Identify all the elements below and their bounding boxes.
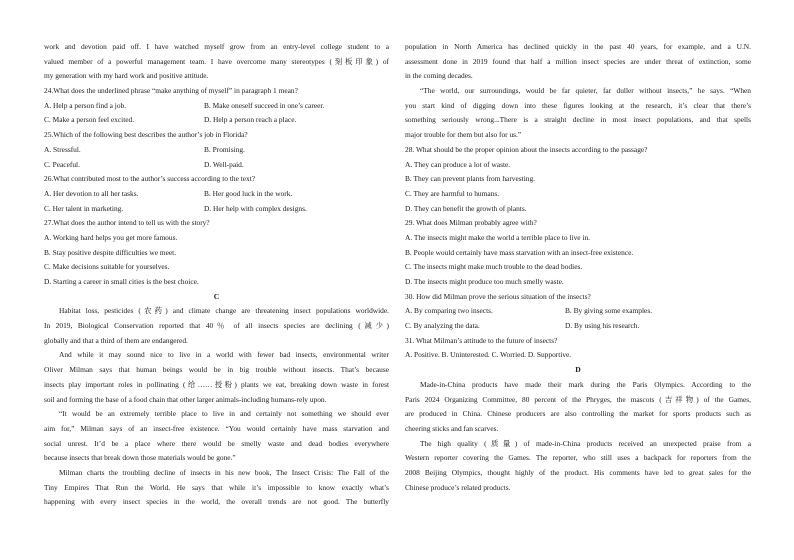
question-31: 31. What Milman’s attitude to the future of insects? <box>405 335 558 345</box>
passage-line: you start kind of digging down into these figures looking at the research, it’s clear that there’s <box>405 100 751 110</box>
question-28: 28. What should be the proper opinion about the insects according to the passage? <box>405 144 648 154</box>
option-a: A. Her devotion to all her tasks. <box>44 188 139 198</box>
option-c: C. The insects might make much trouble to the dead bodies. <box>405 262 583 272</box>
option-row <box>44 187 389 202</box>
section-heading-d: D <box>575 365 581 375</box>
passage-line: happening with every insect species in the world, the overall trends are not good. The butterfly <box>44 497 389 507</box>
option-c: C. Make decisions suitable for yourselves. <box>44 262 170 272</box>
option-row <box>44 113 389 128</box>
left-column <box>44 40 389 510</box>
option-a: A. The insects might make the world a terrible place to live in. <box>405 232 590 242</box>
option-row <box>405 319 751 334</box>
passage-line: because insects that break down those materials would be gone.” <box>44 453 236 463</box>
passage-line: in the coming decades. <box>405 71 473 81</box>
option-pair-second: D. Her help with complex designs. <box>204 203 307 213</box>
option-c: C. They are harmful to humans. <box>405 188 500 198</box>
option-d: D. The insects might produce too much smelly waste. <box>405 277 564 286</box>
passage-line: “It would be an extremely terrible place to live in and certainly not something we should ever <box>59 409 389 419</box>
option-row <box>44 143 389 158</box>
passage-line: are produced in China. Chinese producers are also controlling the market for sports products such as <box>405 409 751 419</box>
passage-line: And while it may sound nice to live in a world with fewer bad insects, environmental writer <box>59 350 389 360</box>
passage-line: aim for,” Milman says of an insect-free existence. “You would certainly have mass starvation and <box>44 423 389 433</box>
section-heading-c: C <box>213 291 220 301</box>
passage-line: my generation with my hard work and positive attitude. <box>44 71 209 81</box>
option-a: A. They can produce a lot of waste. <box>405 159 511 169</box>
option-d: D. They can benefit the growth of plants. <box>405 203 527 213</box>
passage-line: Milman charts the troubling decline of insects in his new book, The Insect Crisis: The Fall of the <box>59 467 389 477</box>
option-pair-second: D. By using his research. <box>565 321 640 331</box>
passage-line: Chinese produce’s related products. <box>405 482 511 492</box>
passage-line: something seriously wrong...There is a straight decline in most insect populations, and that spells <box>405 115 751 125</box>
question-29: 29. What does Milman probably agree with? <box>405 218 537 228</box>
option-c: C. Her talent in marketing. <box>44 203 124 213</box>
question-26: 26.What contributed most to the author’s success according to the text? <box>44 174 256 184</box>
option-row <box>44 99 389 114</box>
passage-line: “The world, our surroundings, would be far quieter, far duller without insects,” he says. “When <box>420 86 751 96</box>
passage-line: globally and that a third of them are endangered. <box>44 335 188 345</box>
option-c: C. Make a person feel excited. <box>44 115 135 125</box>
question-31-options: A. Positive. B. Uninterested. C. Worried. D. Supportive. <box>405 350 572 360</box>
passage-line: 2008 Beijing Olympics, thought highly of the product. His comments have led to great sales for the <box>405 467 751 477</box>
option-b: B. Stay positive despite difficulties we meet. <box>44 247 177 257</box>
passage-line: Oliver Milman says that human beings would be in big trouble without insects. That’s because <box>44 365 389 375</box>
option-pair-second: B. Make oneself succeed in one’s career. <box>204 100 325 110</box>
right-column <box>405 40 751 495</box>
question-27: 27.What does the author intend to tell us with the story? <box>44 218 210 228</box>
passage-line: Western reporter covering the Games. The reporter, who still uses a backpack for reporters from the <box>405 453 751 463</box>
passage-line: Made-in-China products have made their mark during the Paris Olympics. According to the <box>420 379 751 389</box>
question-25: 25.Which of the following best describes the author’s job in Florida? <box>44 130 248 140</box>
option-a: A. Help a person find a job. <box>44 100 127 110</box>
option-a: A. Stressful. <box>44 144 81 154</box>
option-a: A. By comparing two insects. <box>405 306 493 316</box>
option-row <box>405 304 751 319</box>
passage-line: In 2019, Biological Conservation reported that 40％ of all insects species are declining (减少) <box>44 321 389 331</box>
passage-line: soil and forming the base of a food chain that other larger animals-including humans-rely upon. <box>44 394 327 404</box>
passage-line: social unrest. It’d be a place where there would be smelly waste and dead bodies everywhere <box>44 438 389 448</box>
option-pair-second: B. Promising. <box>204 144 245 154</box>
passage-line: cheering sticks and fan scarves. <box>405 423 499 433</box>
option-pair-second: B. Her good luck in the work. <box>204 188 293 198</box>
passage-line: population in North America has declined quickly in the past 40 years, for example, and a U.N. <box>405 42 751 51</box>
passage-line: valued member of a powerful management team. I have overcome many stereotypes (刻板印象) of <box>44 56 389 66</box>
passage-line: insects play important roles in pollinating (给……授粉) plants we eat, breaking down waste in forest <box>44 379 389 389</box>
option-row <box>44 202 389 217</box>
passage-line: Paris 2024 Organizing Committee, 80 percent of the Phryges, the mascots (吉祥物) of the Games, <box>405 394 751 404</box>
option-pair-second: D. Well-paid. <box>204 159 244 169</box>
passage-line: major trouble for them but also for us.” <box>405 130 522 140</box>
option-pair-second: B. By giving some examples. <box>565 306 653 316</box>
question-24: 24.What does the underlined phrase “make anything of myself” in paragraph 1 mean? <box>44 86 298 96</box>
option-c: C. Peaceful. <box>44 159 80 169</box>
option-pair-second: D. Help a person reach a place. <box>204 115 297 125</box>
question-30: 30. How did Milman prove the serious situation of the insects? <box>405 291 591 301</box>
option-d: D. Starting a career in small cities is the best choice. <box>44 277 199 286</box>
passage-line: Habitat loss, pesticides (农药) and climate change are threatening insect populations worldwide. <box>59 306 389 316</box>
option-b: B. People would certainly have mass starvation with an insect-free existence. <box>405 247 634 257</box>
option-a: A. Working hard helps you get more famous. <box>44 232 178 242</box>
option-b: B. They can prevent plants from harvesting. <box>405 174 535 184</box>
passage-line: assessment done in 2019 found that half a million insect species are under threat of extinction, some <box>405 56 751 66</box>
passage-line: Tiny Empires That Run the World. He says that while it’s impossible to know exactly what’s <box>44 482 389 492</box>
passage-line: The high quality (质量) of made-in-China products received an unexpected praise from a <box>420 438 751 448</box>
passage-line: work and devotion paid off. I have watched myself grow from an entry-level college student to a <box>44 42 389 51</box>
option-row <box>44 158 389 173</box>
option-c: C. By analyzing the data. <box>405 321 480 331</box>
